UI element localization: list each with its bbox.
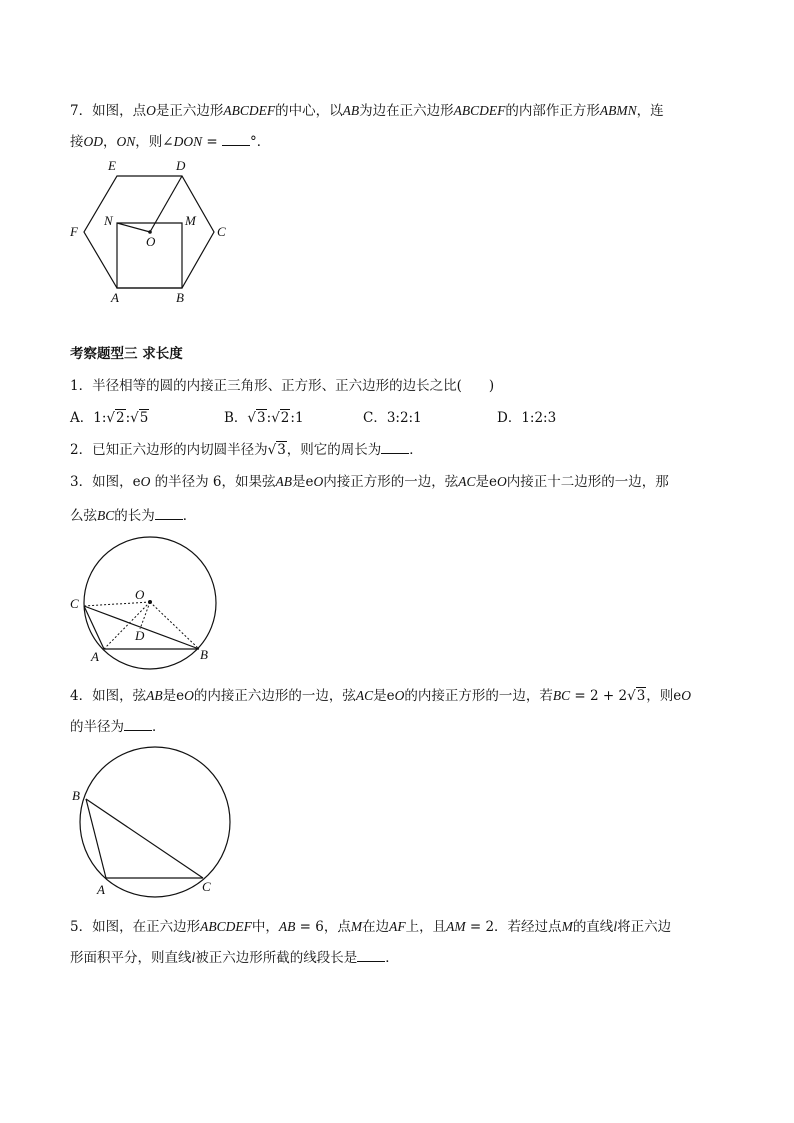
q3-line-1: 3．如图，eO 的半径为 6，如果弦AB是eO内接正方形的一边，弦AC是eO内接正十二边形的一边，那: [70, 474, 669, 490]
q3-line-2: 么弦BC的长为 ．: [70, 508, 197, 524]
answer-blank: [124, 717, 152, 731]
q1-text: 1．半径相等的圆的内接正三角形、正方形、正六边形的边长之比( ): [70, 378, 495, 394]
q7-line-1: 7．如图，点O是正六边形ABCDEF的中心，以AB为边在正六边形ABCDEF的内部作正方形ABMN，连: [70, 103, 664, 119]
q4-line-2: 的半径为 ．: [70, 719, 166, 735]
label-A: A: [111, 290, 119, 305]
q4-circle-figure: [66, 742, 241, 902]
q3-circle-figure: [64, 532, 234, 672]
q5-line-1: 5．如图，在正六边形ABCDEF中，AB = 6，点M在边AF上，且AM = 2．若经过点M的直线l将正六边: [70, 919, 672, 935]
q1-option-b: B．√3:√2:1: [224, 410, 304, 426]
label-C: C: [217, 224, 226, 239]
answer-blank: [155, 506, 183, 520]
label-A: A: [91, 649, 99, 664]
section-title: 考察题型三 求长度: [70, 346, 183, 362]
answer-blank: [222, 132, 250, 146]
label-C: C: [202, 879, 211, 894]
label-D: D: [135, 628, 145, 643]
label-B: B: [72, 788, 80, 803]
q7-line-2: 接OD，ON，则∠DON = °．: [70, 134, 271, 150]
q1-option-d: D．1:2:3: [497, 410, 557, 426]
label-O: O: [146, 234, 156, 249]
label-E: E: [108, 158, 116, 173]
q1-option-c: C．3:2:1: [363, 410, 422, 426]
label-M: M: [185, 213, 196, 228]
q5-line-2: 形面积平分，则直线l被正六边形所截的线段长是 ．: [70, 950, 399, 966]
answer-blank: [381, 440, 409, 454]
label-A: A: [97, 882, 105, 897]
q1-option-a: A．1:√2:√5: [70, 410, 149, 426]
q7-hexagon-figure: [65, 158, 245, 308]
q4-line-1: 4．如图，弦AB是eO的内接正六边形的一边，弦AC是eO的内接正方形的一边，若BC = 2 + 2√3，则eO: [70, 688, 692, 704]
label-B: B: [176, 290, 184, 305]
q2-text: 2．已知正六边形的内切圆半径为√3，则它的周长为 ．: [70, 442, 423, 458]
label-O: O: [135, 587, 145, 602]
label-D: D: [176, 158, 186, 173]
label-C: C: [70, 596, 79, 611]
label-N: N: [104, 213, 113, 228]
answer-blank: [357, 948, 385, 962]
label-B: B: [200, 647, 208, 662]
label-F: F: [70, 224, 78, 239]
